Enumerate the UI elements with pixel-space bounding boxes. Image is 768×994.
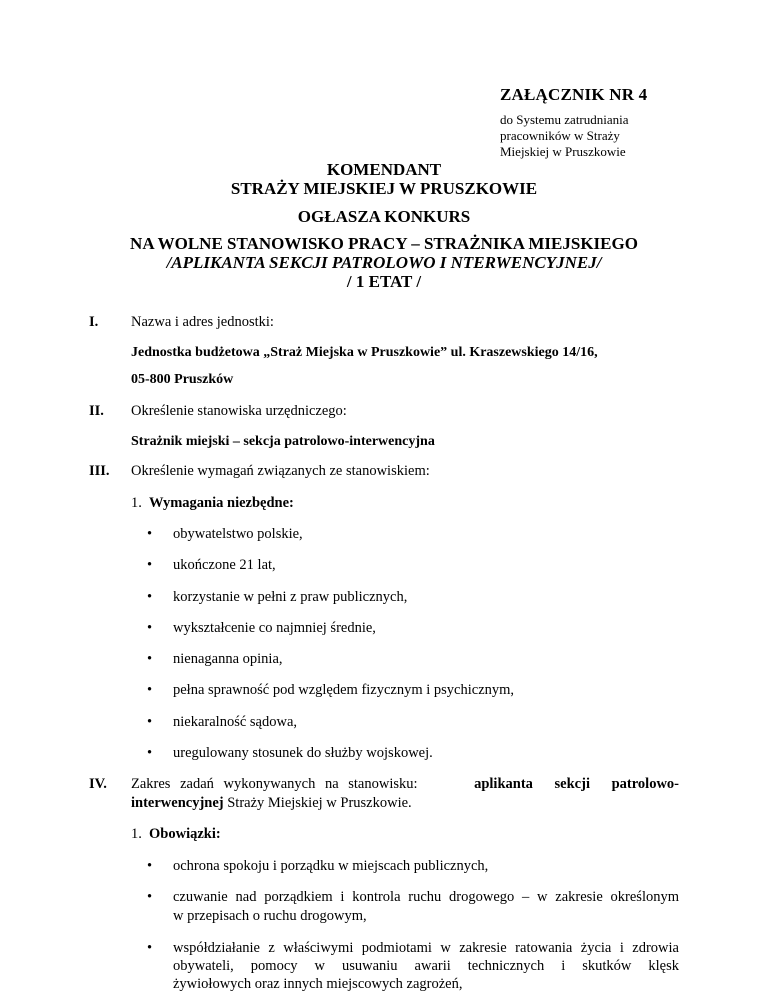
heading-commander: KOMENDANT bbox=[326, 160, 442, 179]
section-1-address-line2: 05-800 Pruszków bbox=[131, 372, 234, 387]
section-3-sub-number: 1. bbox=[131, 495, 142, 511]
section-2-number: II. bbox=[89, 403, 104, 419]
heading-etat: / 1 ETAT / bbox=[346, 272, 422, 291]
section-3-title: Określenie wymagań związanych ze stanowiskiem: bbox=[131, 463, 430, 479]
duty-item-line: w przepisach o ruchu drogowym, bbox=[173, 908, 367, 924]
section-4-title-suffix: Straży Miejskiej w Pruszkowie. bbox=[223, 795, 412, 811]
requirement-item: uregulowany stosunek do służby wojskowej. bbox=[173, 745, 433, 761]
bullet-icon: • bbox=[147, 589, 153, 605]
section-3-sub-title: Wymagania niezbędne: bbox=[149, 495, 294, 511]
annex-subtitle-line: pracowników w Straży bbox=[500, 128, 620, 143]
section-4-title-line2 bbox=[131, 795, 412, 812]
annex-subtitle-line: Miejskiej w Pruszkowie bbox=[500, 144, 626, 159]
duty-item-line: obywateli, pomocy w usuwaniu awarii technicznych i skutków klęsk bbox=[173, 958, 679, 974]
section-1-title: Nazwa i adres jednostki: bbox=[131, 314, 274, 330]
bullet-icon: • bbox=[147, 526, 153, 542]
heading-institution: STRAŻY MIEJSKIEJ W PRUSZKOWIE bbox=[230, 179, 538, 198]
requirement-item: niekaralność sądowa, bbox=[173, 714, 298, 730]
requirement-item: wykształcenie co najmniej średnie, bbox=[173, 620, 376, 636]
bullet-icon: • bbox=[147, 557, 153, 573]
section-4-number: IV. bbox=[89, 776, 107, 792]
duty-item-line: żywiołowych oraz innych miejscowych zagrożeń, bbox=[173, 976, 463, 992]
duty-item-line: czuwanie nad porządkiem i kontrola ruchu drogowego – w zakresie określonym bbox=[173, 889, 679, 905]
requirement-item: nienaganna opinia, bbox=[173, 651, 283, 667]
annex-subtitle bbox=[500, 112, 629, 160]
section-2-value: Strażnik miejski – sekcja patrolowo-interwencyjna bbox=[131, 434, 435, 449]
section-2-title: Określenie stanowiska urzędniczego: bbox=[131, 403, 347, 419]
bullet-icon: • bbox=[147, 682, 153, 698]
section-4-sub-title: Obowiązki: bbox=[149, 826, 221, 842]
requirement-item: korzystanie w pełni z praw publicznych, bbox=[173, 589, 408, 605]
duty-item: ochrona spokoju i porządku w miejscach publicznych, bbox=[173, 858, 489, 874]
heading-applicant: /APLIKANTA SEKCJI PATROLOWO I NTERWENCYJNEJ/ bbox=[166, 253, 602, 272]
annex-subtitle-line: do Systemu zatrudniania bbox=[500, 112, 629, 127]
bullet-icon: • bbox=[147, 940, 153, 956]
requirement-item: pełna sprawność pod względem fizycznym i psychicznym, bbox=[173, 682, 515, 698]
section-1-address-line1: Jednostka budżetowa „Straż Miejska w Pruszkowie” ul. Kraszewskiego 14/16, bbox=[131, 345, 598, 360]
section-1-number: I. bbox=[89, 314, 99, 330]
bullet-icon: • bbox=[147, 858, 153, 874]
annex-title: ZAŁĄCZNIK NR 4 bbox=[500, 85, 648, 104]
heading-announces: OGŁASZA KONKURS bbox=[297, 207, 471, 226]
bullet-icon: • bbox=[147, 651, 153, 667]
section-4-title-line1 bbox=[131, 776, 679, 793]
section-3-number: III. bbox=[89, 463, 110, 479]
section-4-title-role: aplikanta sekcji patrolowo- bbox=[474, 776, 679, 792]
bullet-icon: • bbox=[147, 889, 153, 905]
duty-item-line: współdziałanie z właściwymi podmiotami w zakresie ratowania życia i zdrowia bbox=[173, 940, 679, 956]
heading-position: NA WOLNE STANOWISKO PRACY – STRAŻNIKA MIEJSKIEGO bbox=[130, 234, 638, 253]
section-4-sub-number: 1. bbox=[131, 826, 142, 842]
bullet-icon: • bbox=[147, 714, 153, 730]
requirement-item: ukończone 21 lat, bbox=[173, 557, 276, 573]
bullet-icon: • bbox=[147, 620, 153, 636]
section-4-title-text: Zakres zadań wykonywanych na stanowisku: bbox=[131, 776, 418, 792]
requirement-item: obywatelstwo polskie, bbox=[173, 526, 303, 542]
section-4-title-role-cont: interwencyjnej bbox=[131, 795, 224, 811]
bullet-icon: • bbox=[147, 745, 153, 761]
